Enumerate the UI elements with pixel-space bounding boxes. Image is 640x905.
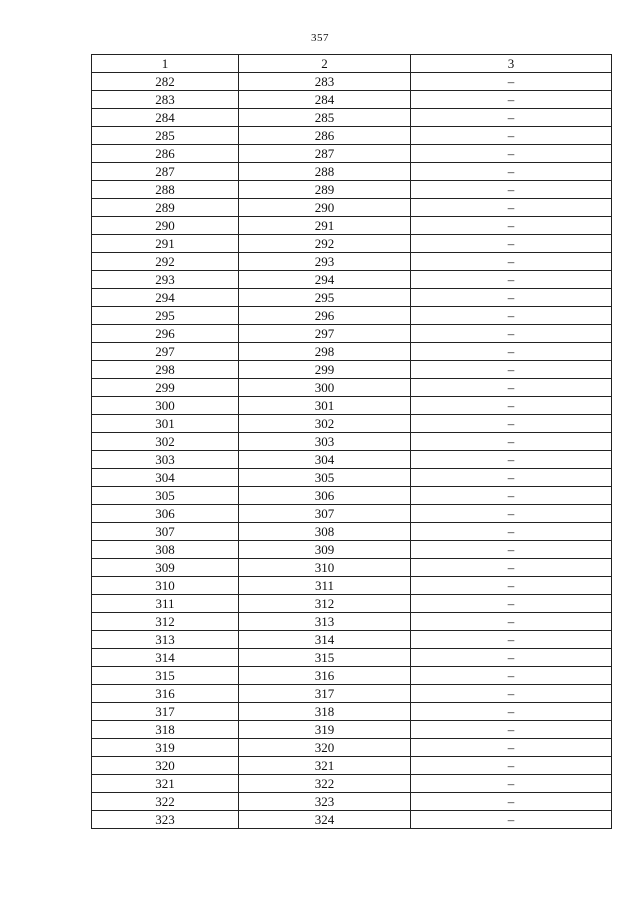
table-row — [92, 109, 612, 127]
table-row — [92, 469, 612, 487]
table-cell-col1: 320 — [92, 757, 239, 775]
table-row — [92, 235, 612, 253]
table-row — [92, 685, 612, 703]
table-cell-col2: 302 — [239, 415, 411, 433]
table-cell-col1: 313 — [92, 631, 239, 649]
table-row — [92, 181, 612, 199]
table-cell-col3: – — [411, 361, 612, 379]
table-cell-col3: – — [411, 595, 612, 613]
table-cell-col3: – — [411, 181, 612, 199]
table-cell-col2: 321 — [239, 757, 411, 775]
table-cell-col1: 312 — [92, 613, 239, 631]
table-row — [92, 721, 612, 739]
table-cell-col3: – — [411, 451, 612, 469]
table-row — [92, 91, 612, 109]
table-cell-col2: 309 — [239, 541, 411, 559]
table-cell-col2: 303 — [239, 433, 411, 451]
table-row — [92, 307, 612, 325]
table-cell-col2: 314 — [239, 631, 411, 649]
table-cell-col2: 308 — [239, 523, 411, 541]
table-row — [92, 415, 612, 433]
table-cell-col1: 298 — [92, 361, 239, 379]
table-cell-col3: – — [411, 541, 612, 559]
table-cell-col2: 300 — [239, 379, 411, 397]
table-row — [92, 361, 612, 379]
table-row — [92, 613, 612, 631]
table-cell-col2: 307 — [239, 505, 411, 523]
table-cell-col2: 295 — [239, 289, 411, 307]
table-cell-col1: 301 — [92, 415, 239, 433]
table-cell-col1: 319 — [92, 739, 239, 757]
table-row — [92, 379, 612, 397]
table-row — [92, 253, 612, 271]
table-cell-col3: – — [411, 343, 612, 361]
table-cell-col3: – — [411, 559, 612, 577]
table-cell-col1: 307 — [92, 523, 239, 541]
table-row — [92, 667, 612, 685]
table-row — [92, 505, 612, 523]
table-cell-col3: – — [411, 199, 612, 217]
table-cell-col3: – — [411, 217, 612, 235]
table-cell-col1: 302 — [92, 433, 239, 451]
table-cell-col3: – — [411, 307, 612, 325]
table-row — [92, 289, 612, 307]
table-cell-col1: 318 — [92, 721, 239, 739]
table-cell-col1: 323 — [92, 811, 239, 829]
table-cell-col3: – — [411, 775, 612, 793]
table-cell-col2: 294 — [239, 271, 411, 289]
table-cell-col2: 312 — [239, 595, 411, 613]
table-cell-col3: – — [411, 757, 612, 775]
table-cell-col2: 292 — [239, 235, 411, 253]
table-row — [92, 523, 612, 541]
table-cell-col2: 299 — [239, 361, 411, 379]
table-cell-col1: 300 — [92, 397, 239, 415]
table-row — [92, 703, 612, 721]
table-cell-col2: 323 — [239, 793, 411, 811]
table-cell-col1: 283 — [92, 91, 239, 109]
table-row — [92, 163, 612, 181]
table-cell-col2: 291 — [239, 217, 411, 235]
table-cell-col3: – — [411, 433, 612, 451]
table-cell-col2: 316 — [239, 667, 411, 685]
table-cell-col3: – — [411, 523, 612, 541]
table-cell-col3: – — [411, 811, 612, 829]
table-cell-col3: – — [411, 631, 612, 649]
table-cell-col3: – — [411, 703, 612, 721]
table-cell-col2: 283 — [239, 73, 411, 91]
table-row — [92, 325, 612, 343]
table-cell-col3: – — [411, 163, 612, 181]
table-cell-col2: 318 — [239, 703, 411, 721]
table-row — [92, 541, 612, 559]
table-cell-col3: – — [411, 577, 612, 595]
table-cell-col2: 320 — [239, 739, 411, 757]
table-cell-col1: 284 — [92, 109, 239, 127]
table-cell-col1: 314 — [92, 649, 239, 667]
table-cell-col3: – — [411, 379, 612, 397]
table-cell-col1: 322 — [92, 793, 239, 811]
table-cell-col2: 287 — [239, 145, 411, 163]
table-cell-col2: 305 — [239, 469, 411, 487]
table-cell-col3: – — [411, 685, 612, 703]
table-cell-col1: 291 — [92, 235, 239, 253]
table-row — [92, 649, 612, 667]
table-row — [92, 271, 612, 289]
table-cell-col3: – — [411, 613, 612, 631]
table-cell-col1: 293 — [92, 271, 239, 289]
table-cell-col1: 306 — [92, 505, 239, 523]
table-cell-col3: – — [411, 235, 612, 253]
table-cell-col1: 303 — [92, 451, 239, 469]
table-cell-col1: 304 — [92, 469, 239, 487]
table-cell-col3: – — [411, 109, 612, 127]
table-row — [92, 577, 612, 595]
table-cell-col1: 310 — [92, 577, 239, 595]
table-cell-col1: 315 — [92, 667, 239, 685]
table-cell-col1: 285 — [92, 127, 239, 145]
page-number: 357 — [311, 32, 329, 44]
table-row — [92, 127, 612, 145]
table-cell-col1: 311 — [92, 595, 239, 613]
table-cell-col3: – — [411, 793, 612, 811]
column-header-1: 1 — [92, 55, 239, 73]
table-cell-col2: 284 — [239, 91, 411, 109]
table-cell-col1: 294 — [92, 289, 239, 307]
table-cell-col2: 288 — [239, 163, 411, 181]
table-cell-col1: 288 — [92, 181, 239, 199]
table-cell-col3: – — [411, 397, 612, 415]
table-cell-col3: – — [411, 487, 612, 505]
table-header-row — [92, 55, 612, 73]
table-cell-col1: 289 — [92, 199, 239, 217]
column-header-2: 2 — [239, 55, 411, 73]
table-cell-col2: 311 — [239, 577, 411, 595]
table-cell-col1: 290 — [92, 217, 239, 235]
table-cell-col1: 299 — [92, 379, 239, 397]
table-cell-col1: 292 — [92, 253, 239, 271]
table-row — [92, 595, 612, 613]
table-cell-col1: 295 — [92, 307, 239, 325]
table-cell-col2: 315 — [239, 649, 411, 667]
table-cell-col2: 301 — [239, 397, 411, 415]
table-cell-col2: 319 — [239, 721, 411, 739]
table-cell-col3: – — [411, 415, 612, 433]
table-cell-col3: – — [411, 127, 612, 145]
table-cell-col1: 297 — [92, 343, 239, 361]
table-cell-col2: 297 — [239, 325, 411, 343]
table-row — [92, 217, 612, 235]
table-row — [92, 793, 612, 811]
table-cell-col1: 309 — [92, 559, 239, 577]
table-cell-col3: – — [411, 253, 612, 271]
table-cell-col2: 290 — [239, 199, 411, 217]
table-cell-col1: 305 — [92, 487, 239, 505]
table-cell-col3: – — [411, 667, 612, 685]
table-cell-col3: – — [411, 721, 612, 739]
table-row — [92, 451, 612, 469]
table-cell-col3: – — [411, 739, 612, 757]
table-row — [92, 739, 612, 757]
table-cell-col2: 313 — [239, 613, 411, 631]
table-cell-col3: – — [411, 325, 612, 343]
table-cell-col1: 308 — [92, 541, 239, 559]
table-cell-col3: – — [411, 271, 612, 289]
table-cell-col2: 289 — [239, 181, 411, 199]
table-cell-col1: 316 — [92, 685, 239, 703]
table-cell-col1: 282 — [92, 73, 239, 91]
table-cell-col2: 285 — [239, 109, 411, 127]
table-row — [92, 73, 612, 91]
table-cell-col1: 296 — [92, 325, 239, 343]
table-row — [92, 343, 612, 361]
table-row — [92, 559, 612, 577]
table-cell-col1: 287 — [92, 163, 239, 181]
table-cell-col2: 317 — [239, 685, 411, 703]
table-cell-col3: – — [411, 91, 612, 109]
table-cell-col2: 306 — [239, 487, 411, 505]
table-row — [92, 145, 612, 163]
table-cell-col2: 296 — [239, 307, 411, 325]
table-cell-col3: – — [411, 469, 612, 487]
table-cell-col2: 298 — [239, 343, 411, 361]
column-header-3: 3 — [411, 55, 612, 73]
table-row — [92, 397, 612, 415]
table-cell-col3: – — [411, 73, 612, 91]
table-cell-col1: 286 — [92, 145, 239, 163]
table-row — [92, 433, 612, 451]
table-cell-col2: 286 — [239, 127, 411, 145]
table-cell-col2: 304 — [239, 451, 411, 469]
table-row — [92, 631, 612, 649]
table-cell-col3: – — [411, 145, 612, 163]
table-cell-col3: – — [411, 505, 612, 523]
table-cell-col2: 310 — [239, 559, 411, 577]
table-row — [92, 199, 612, 217]
table-row — [92, 775, 612, 793]
table-row — [92, 757, 612, 775]
table-body — [92, 73, 612, 829]
table-cell-col2: 293 — [239, 253, 411, 271]
table-cell-col3: – — [411, 289, 612, 307]
table-cell-col2: 322 — [239, 775, 411, 793]
table-cell-col3: – — [411, 649, 612, 667]
table-row — [92, 487, 612, 505]
table-cell-col2: 324 — [239, 811, 411, 829]
table-cell-col1: 321 — [92, 775, 239, 793]
table-cell-col1: 317 — [92, 703, 239, 721]
data-table — [91, 54, 612, 829]
table-row — [92, 811, 612, 829]
